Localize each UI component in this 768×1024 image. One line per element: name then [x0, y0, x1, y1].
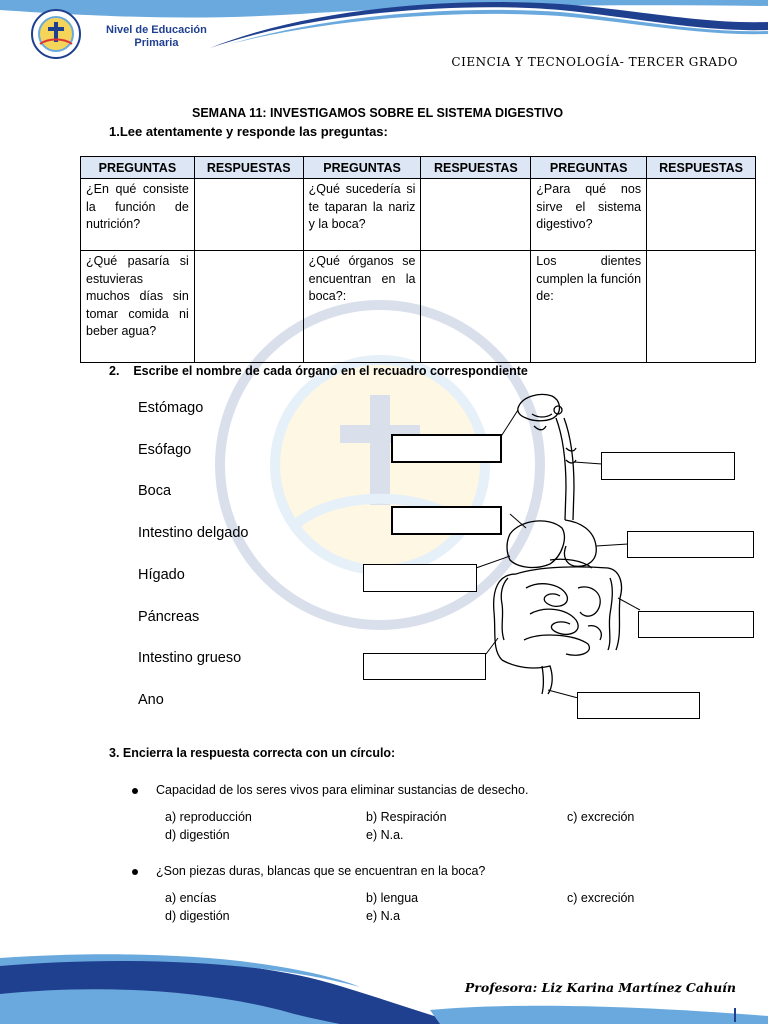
organ-answer-box[interactable]: [391, 434, 502, 463]
table-header-respuestas-2: RESPUESTAS: [421, 157, 531, 179]
question-cell: ¿En qué consiste la función de nutrición?: [81, 179, 195, 251]
organ-answer-box[interactable]: [601, 452, 735, 480]
option-a[interactable]: a) encías: [165, 891, 217, 905]
option-d[interactable]: d) digestión: [165, 828, 230, 842]
table-header-respuestas-1: RESPUESTAS: [194, 157, 303, 179]
question-cell: ¿Qué pasaría si estuvieras muchos días sin tomar comida ni beber agua?: [81, 251, 195, 363]
question-3-item-1: Capacidad de los seres vivos para eliminar sustancias de desecho.: [156, 783, 529, 797]
organ-answer-box[interactable]: [363, 653, 486, 680]
questions-table: [80, 156, 756, 363]
option-c[interactable]: c) excreción: [567, 810, 635, 824]
organ-answer-box[interactable]: [638, 611, 754, 638]
question-cell: ¿Qué sucedería si te taparan la nariz y la boca?: [303, 179, 421, 251]
course-grade: CIENCIA Y TECNOLOGÍA- TERCER GRADO: [451, 55, 738, 69]
question-1-heading: 1.Lee atentamente y responde las preguntas:: [109, 124, 388, 139]
bullet-icon: [132, 788, 138, 794]
teacher-name: Profesora: Liz Karina Martínez Cahuín: [464, 980, 736, 995]
option-a[interactable]: a) reproducción: [165, 810, 252, 824]
organ-answer-box[interactable]: [577, 692, 700, 719]
education-level: [106, 24, 207, 50]
organ-answer-box[interactable]: [391, 506, 502, 535]
question-3-item-2: ¿Son piezas duras, blancas que se encuentran en la boca?: [156, 864, 486, 878]
answer-cell[interactable]: [647, 179, 756, 251]
organ-label-boca: Boca: [138, 483, 172, 499]
worksheet-title: SEMANA 11: INVESTIGAMOS SOBRE EL SISTEMA DIGESTIVO: [192, 106, 564, 120]
organ-answer-box[interactable]: [363, 564, 477, 592]
option-b[interactable]: b) lengua: [366, 891, 419, 905]
answer-cell[interactable]: [421, 251, 531, 363]
table-header-preguntas-3: PREGUNTAS: [531, 157, 647, 179]
education-level-line2: Primaria: [134, 37, 179, 49]
organ-label-intestino-delgado: Intestino delgado: [138, 525, 249, 541]
table-header-respuestas-3: RESPUESTAS: [647, 157, 756, 179]
organ-answer-box[interactable]: [627, 531, 754, 558]
question-2-heading: 2. Escribe el nombre de cada órgano en el recuadro correspondiente: [109, 364, 528, 378]
table-header-preguntas-2: PREGUNTAS: [303, 157, 421, 179]
organ-label-intestino-grueso: Intestino grueso: [138, 650, 242, 666]
school-logo: [26, 8, 86, 60]
organ-label-higado: Hígado: [138, 567, 185, 583]
answer-cell[interactable]: [421, 179, 531, 251]
organ-label-esofago: Esófago: [138, 442, 192, 458]
organ-label-pancreas: Páncreas: [138, 609, 200, 625]
education-level-line1: Nivel de Educación: [106, 24, 207, 36]
option-b[interactable]: b) Respiración: [366, 810, 447, 824]
question-cell: Los dientes cumplen la función de:: [531, 251, 647, 363]
table-header-preguntas-1: PREGUNTAS: [81, 157, 195, 179]
organ-label-ano: Ano: [138, 692, 164, 708]
question-cell: ¿Qué órganos se encuentran en la boca?:: [303, 251, 421, 363]
footer-rule: [734, 1008, 736, 1022]
answer-cell[interactable]: [194, 179, 303, 251]
organ-label-estomago: Estómago: [138, 400, 204, 416]
answer-cell[interactable]: [647, 251, 756, 363]
question-cell: ¿Para qué nos sirve el sistema digestivo?: [531, 179, 647, 251]
option-e[interactable]: e) N.a.: [366, 828, 404, 842]
option-c[interactable]: c) excreción: [567, 891, 635, 905]
option-d[interactable]: d) digestión: [165, 909, 230, 923]
option-e[interactable]: e) N.a: [366, 909, 401, 923]
answer-cell[interactable]: [194, 251, 303, 363]
bullet-icon: [132, 869, 138, 875]
question-3-heading: 3. Encierra la respuesta correcta con un círculo:: [109, 746, 396, 760]
